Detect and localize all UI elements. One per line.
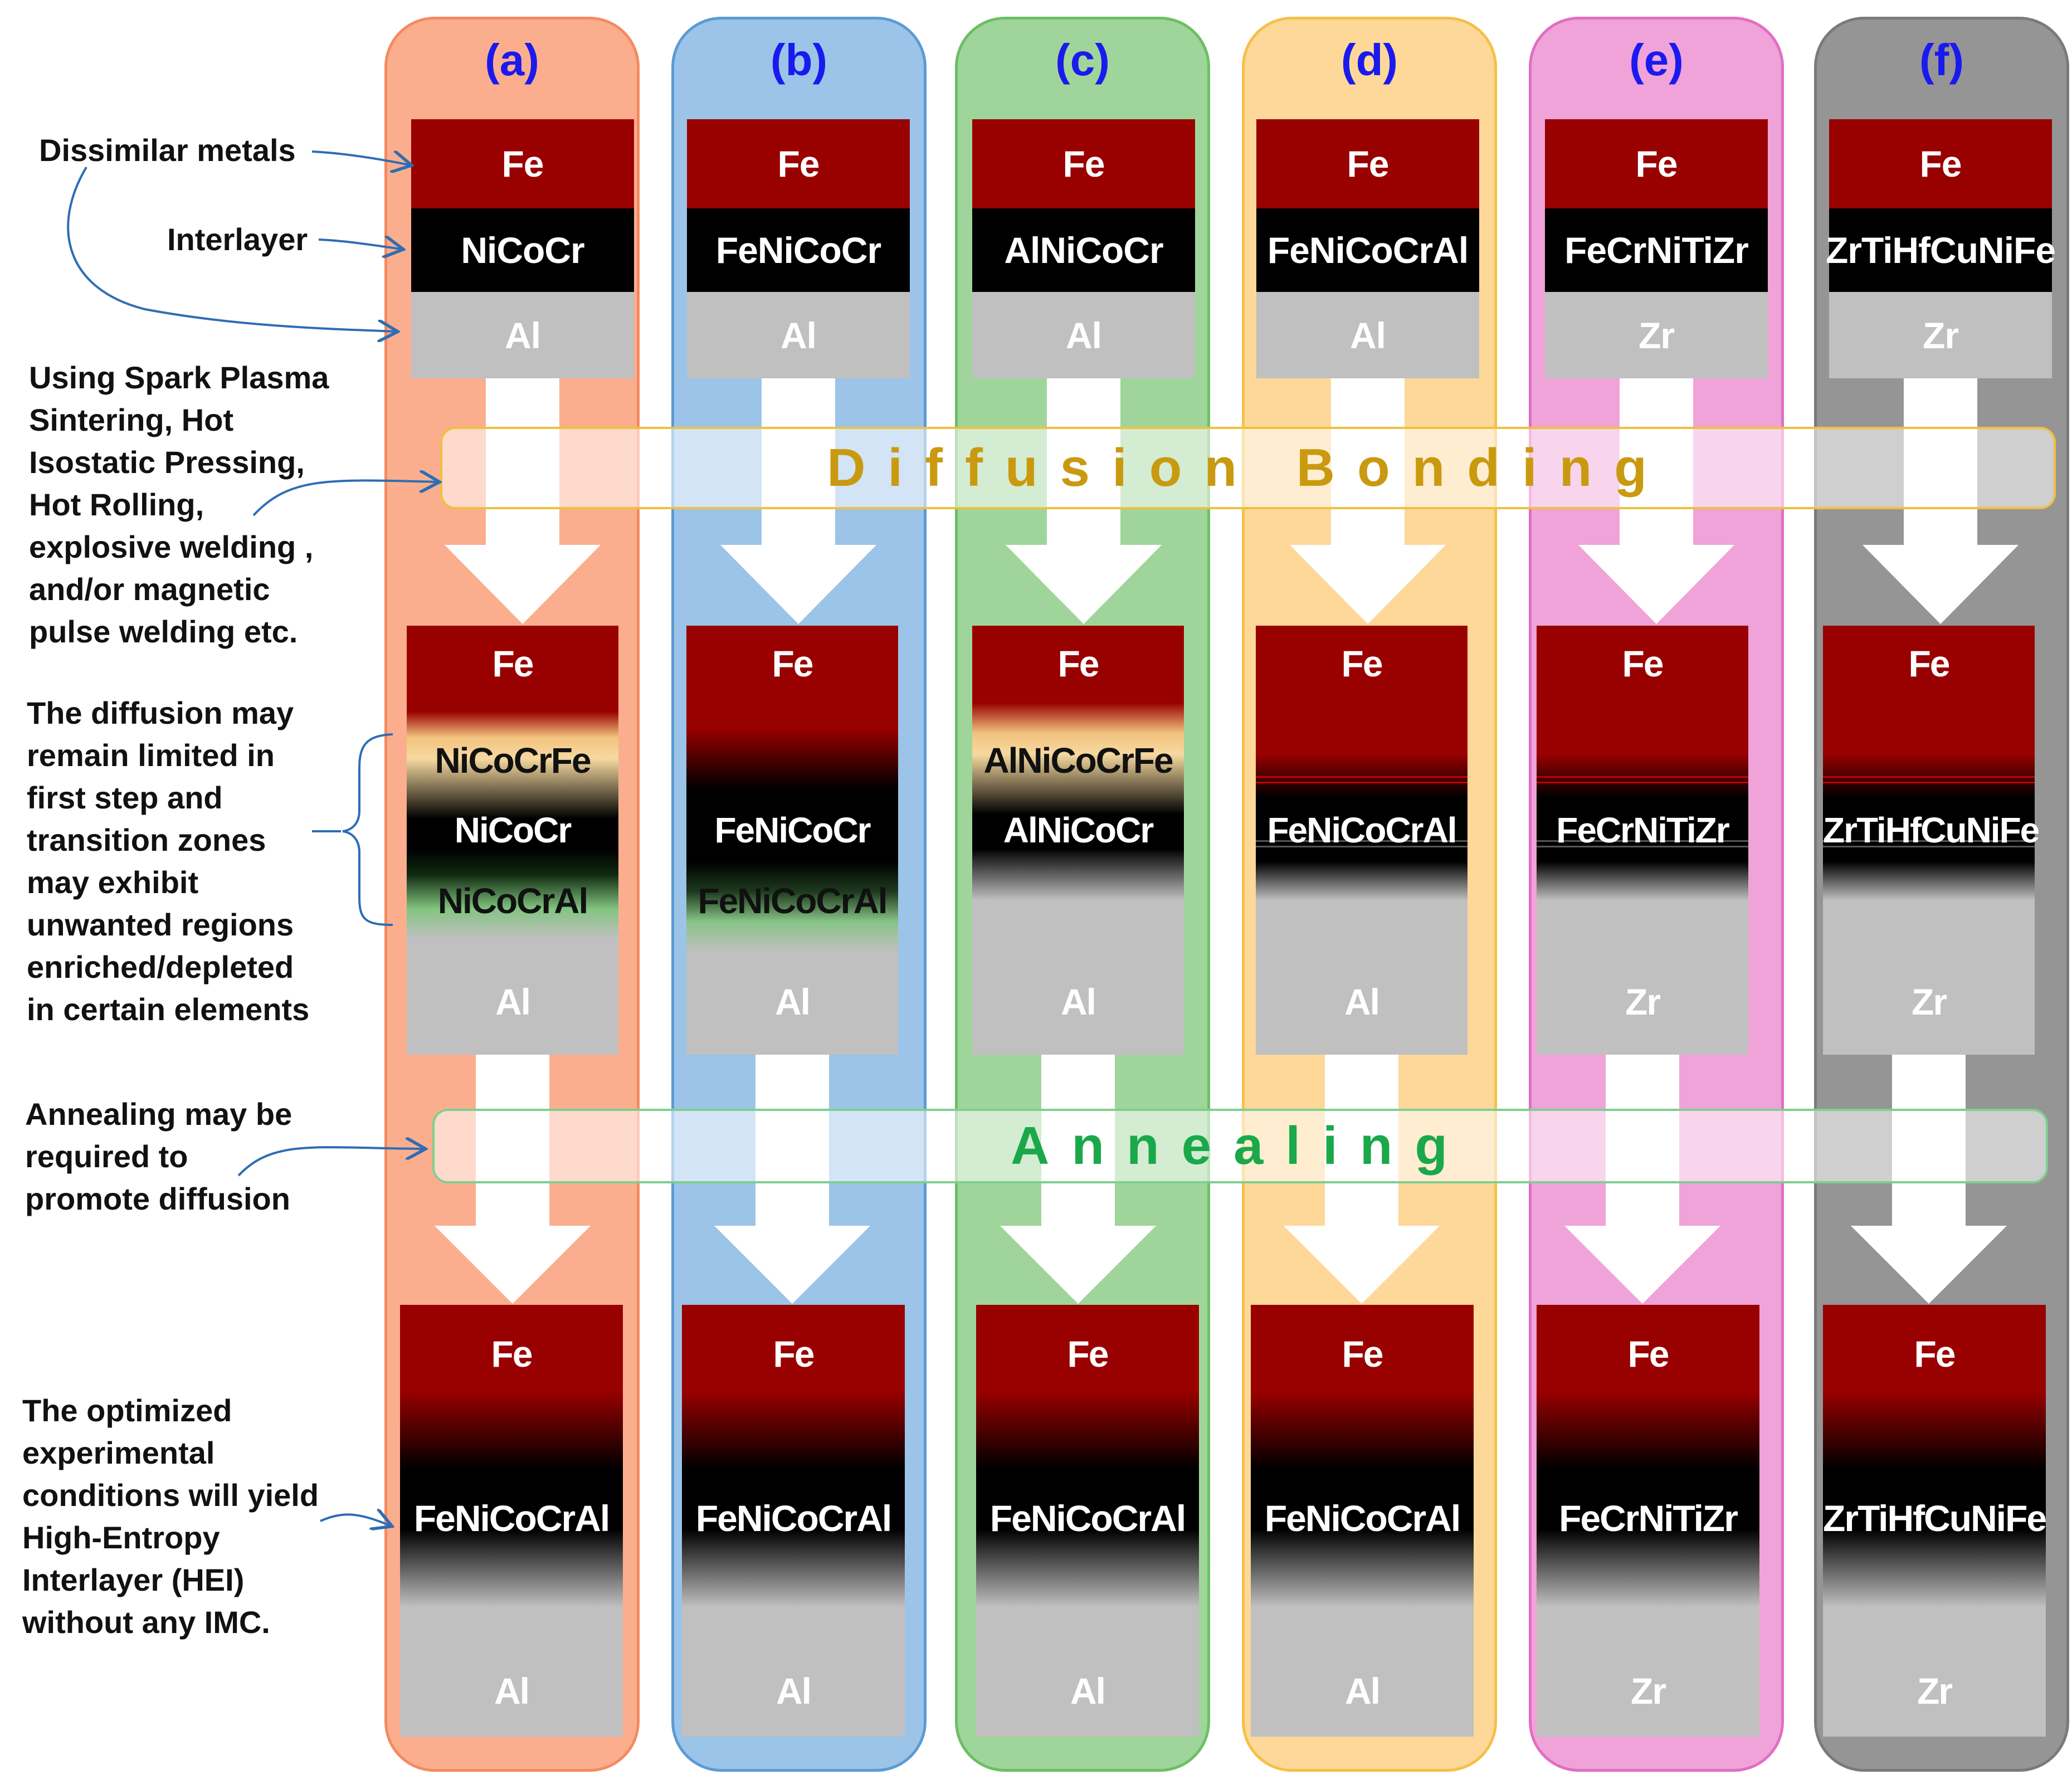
arrow-to-al [68,167,396,332]
note-process-methods: Using Spark Plasma Sintering, Hot Isostatic Pressing, Hot Rolling, explosive welding , and/or magnetic pulse welding etc. [29,360,329,649]
col-b-diffused-fe: Fe [772,643,813,684]
col-c-final-base: Al [1070,1670,1105,1712]
annealing-band: Annealing [432,1109,2048,1183]
note-optimized: The optimized experimental conditions will yield High-Entropy Interlayer (HEI) without any IMC. [22,1393,319,1640]
col-c-final-fe: Fe [1067,1333,1108,1374]
arrow-to-interlayer [319,240,401,249]
col-d-label: (d) [1340,35,1398,85]
col-e-initial-fe: Fe [1545,119,1768,208]
col-e-diffused-center: FeCrNiTiZr [1556,810,1729,850]
col-f-diffused-center: ZrTiHfCuNiFe [1823,810,2039,850]
col-c-diffused-base: Al [1061,981,1095,1022]
brace-diffusion [343,734,393,925]
col-b-label: (b) [770,35,828,85]
note-interlayer: Interlayer [167,222,308,257]
col-e-label: (e) [1629,35,1684,85]
col-a-final-fe: Fe [491,1333,532,1374]
col-a-diffused-upper: NiCoCrFe [435,740,591,781]
col-e-initial-interlayer: FeCrNiTiZr [1545,208,1768,292]
col-b-final-hei: FeNiCoCrAl [695,1498,891,1539]
diffusion-bonding-band: Diffusion Bonding [440,427,2056,509]
col-a-final-base: Al [494,1670,529,1712]
col-d-initial-interlayer: FeNiCoCrAl [1256,208,1479,292]
col-b-initial-interlayer: FeNiCoCr [687,208,910,292]
col-a-diffused-lower: NiCoCrAl [437,881,588,921]
arrow-optimized [320,1514,390,1525]
col-f-diffused-fe: Fe [1908,643,1949,684]
col-a-initial-fe: Fe [411,119,634,208]
col-a-diffused-base: Al [495,981,530,1022]
col-b-final-base: Al [776,1670,811,1712]
col-b-diffused-center: FeNiCoCr [714,810,870,850]
note-diffusion-limited: The diffusion may remain limited in first step and transition zones may exhibit unwanted regions enriched/depleted in certain elements [27,695,310,1027]
col-e-diffused-fe: Fe [1622,643,1663,684]
note-dissimilar-metals: Dissimilar metals [39,133,296,168]
col-e-final-base: Zr [1631,1670,1665,1712]
col-b-diffused-base: Al [775,981,810,1022]
col-a-final-hei: FeNiCoCrAl [413,1498,610,1539]
col-f-final-fe: Fe [1914,1333,1955,1374]
col-d-final-fe: Fe [1342,1333,1383,1374]
col-b-diffused-lower: FeNiCoCrAl [698,881,887,921]
col-c-diffused-center: AlNiCoCr [1003,810,1153,850]
col-c-diffused-upper: AlNiCoCrFe [983,740,1173,781]
col-d-diffused-center: FeNiCoCrAl [1267,810,1456,850]
col-a-label: (a) [485,35,539,85]
col-d-initial-fe: Fe [1256,119,1479,208]
col-b-final-fe: Fe [773,1333,814,1374]
col-d-initial-base: Al [1256,292,1479,378]
col-e-diffused-base: Zr [1625,981,1660,1022]
col-f-diffused-base: Zr [1912,981,1946,1022]
col-e-final-hei: FeCrNiTiZr [1559,1498,1737,1539]
col-c-initial-fe: Fe [972,119,1195,208]
col-f-initial-fe: Fe [1829,119,2052,208]
col-d-diffused-base: Al [1344,981,1379,1022]
arrow-to-fe [312,152,409,165]
arrow-process [253,480,437,515]
col-f-initial-base: Zr [1829,292,2052,378]
col-a-diffused-center: NiCoCr [454,810,571,850]
col-d-final-base: Al [1345,1670,1379,1712]
col-c-initial-base: Al [972,292,1195,378]
col-b-initial-fe: Fe [687,119,910,208]
col-f-initial-interlayer: ZrTiHfCuNiFe [1829,208,2052,292]
col-f-final-hei: ZrTiHfCuNiFe [1823,1498,2046,1539]
note-annealing: Annealing may be required to promote diffusion [25,1096,292,1216]
col-a-diffused-fe: Fe [492,643,533,684]
col-f-label: (f) [1919,35,1964,85]
col-a-initial-interlayer: NiCoCr [411,208,634,292]
col-f-final-base: Zr [1917,1670,1952,1712]
col-d-final-hei: FeNiCoCrAl [1264,1498,1460,1539]
col-c-diffused-fe: Fe [1057,643,1099,684]
col-d-diffused-fe: Fe [1341,643,1382,684]
col-c-final-hei: FeNiCoCrAl [989,1498,1186,1539]
col-a-initial-base: Al [411,292,634,378]
col-e-initial-base: Zr [1545,292,1768,378]
col-e-final-fe: Fe [1627,1333,1669,1374]
col-b-initial-base: Al [687,292,910,378]
col-c-label: (c) [1055,35,1110,85]
arrow-annealing [238,1147,423,1176]
col-c-initial-interlayer: AlNiCoCr [972,208,1195,292]
